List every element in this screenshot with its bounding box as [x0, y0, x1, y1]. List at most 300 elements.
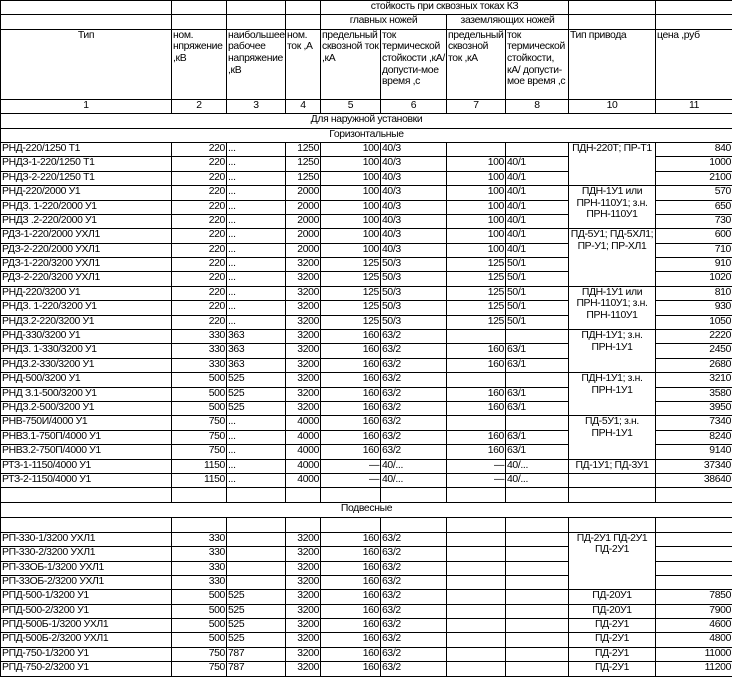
cell-earth-thermal [506, 373, 569, 387]
cell-type: РПД-750-1/3200 У1 [1, 647, 172, 661]
spacer-cell [227, 488, 286, 503]
cell-price: 3580 [656, 387, 732, 401]
header-type: Тип [1, 29, 172, 99]
cell-price: 4600 [656, 619, 732, 633]
cell-nom-current: 3200 [286, 604, 321, 618]
cell-nom-current: 3200 [286, 315, 321, 329]
cell-main-thermal: 63/2 [381, 633, 447, 647]
table-row [1, 229, 732, 243]
cell-nom-voltage: 500 [172, 619, 227, 633]
cell-main-thermal: 50/3 [381, 272, 447, 286]
cell-main-through-current: 160 [321, 547, 381, 561]
cell-main-thermal: 63/2 [381, 647, 447, 661]
cell-main-through-current: 160 [321, 647, 381, 661]
cell-main-through-current: 160 [321, 430, 381, 444]
cell-main-through-current: 160 [321, 358, 381, 372]
cell-price [656, 532, 732, 546]
header-blank-cell [1, 15, 172, 29]
cell-earth-thermal [506, 330, 569, 344]
cell-earth-thermal [506, 532, 569, 546]
cell-earth-thermal: 50/1 [506, 272, 569, 286]
cell-main-through-current: 160 [321, 532, 381, 546]
spacer-cell [227, 517, 286, 532]
cell-type: РДЗ-2-220/2000 УХЛ1 [1, 243, 172, 257]
cell-drive-type: ПД-20У1 [569, 590, 656, 604]
cell-type: РПД-500-1/3200 У1 [1, 590, 172, 604]
cell-price: 650 [656, 200, 732, 214]
cell-type: РДЗ-1-220/3200 УХЛ1 [1, 258, 172, 272]
cell-nom-voltage: 220 [172, 142, 227, 156]
column-number: 8 [506, 99, 569, 113]
cell-type: РПД-500Б-1/3200 УХЛ1 [1, 619, 172, 633]
cell-max-voltage [227, 532, 286, 546]
cell-price: 9140 [656, 445, 732, 459]
cell-nom-current: 2000 [286, 200, 321, 214]
spacer-cell [381, 517, 447, 532]
column-number: 1 [1, 99, 172, 113]
cell-max-voltage: ... [227, 200, 286, 214]
table-row [1, 142, 732, 156]
cell-main-through-current: 160 [321, 387, 381, 401]
cell-earth-through-current [447, 604, 506, 618]
cell-main-through-current: 100 [321, 229, 381, 243]
cell-main-through-current: 100 [321, 200, 381, 214]
cell-earth-through-current [447, 532, 506, 546]
header-blank-cell [172, 1, 227, 15]
cell-nom-current: 2000 [286, 229, 321, 243]
cell-nom-current: 3200 [286, 401, 321, 415]
cell-max-voltage: 525 [227, 633, 286, 647]
table-row [1, 662, 732, 676]
cell-earth-through-current [447, 373, 506, 387]
spacer-cell [321, 517, 381, 532]
cell-drive-type: ПД-5У1; з.н. ПРН-1У1 [569, 416, 656, 459]
cell-main-thermal: 40/3 [381, 214, 447, 228]
cell-earth-through-current [447, 647, 506, 661]
cell-main-through-current: 160 [321, 619, 381, 633]
cell-earth-through-current [447, 142, 506, 156]
cell-main-thermal: 63/2 [381, 416, 447, 430]
cell-main-through-current: 125 [321, 286, 381, 300]
cell-drive-type: ПД-1У1; ПД-3У1 [569, 459, 656, 473]
cell-main-through-current: 160 [321, 373, 381, 387]
cell-main-thermal: 50/3 [381, 301, 447, 315]
cell-main-thermal: 63/2 [381, 662, 447, 676]
cell-earth-thermal: 40/1 [506, 186, 569, 200]
cell-nom-voltage: 220 [172, 315, 227, 329]
cell-earth-through-current: 160 [447, 387, 506, 401]
cell-main-thermal: 63/2 [381, 430, 447, 444]
cell-nom-voltage: 500 [172, 633, 227, 647]
cell-main-thermal: 63/2 [381, 575, 447, 589]
cell-max-voltage [227, 575, 286, 589]
cell-nom-current: 4000 [286, 445, 321, 459]
cell-type: РТЗ-2-1150/4000 У1 [1, 473, 172, 487]
cell-type: РП-330-2/3200 УХЛ1 [1, 547, 172, 561]
cell-main-thermal: 63/2 [381, 387, 447, 401]
cell-max-voltage: ... [227, 142, 286, 156]
column-number: 11 [656, 99, 732, 113]
cell-max-voltage: ... [227, 445, 286, 459]
cell-max-voltage: 525 [227, 590, 286, 604]
spacer-cell [1, 488, 172, 503]
cell-nom-current: 3200 [286, 330, 321, 344]
spacer-cell [321, 488, 381, 503]
cell-earth-through-current: 160 [447, 358, 506, 372]
cell-main-thermal: 40/... [381, 473, 447, 487]
cell-max-voltage: ... [227, 286, 286, 300]
cell-type: РНВ-750И/4000 У1 [1, 416, 172, 430]
cell-main-through-current: 100 [321, 186, 381, 200]
cell-earth-through-current [447, 561, 506, 575]
cell-nom-voltage: 750 [172, 647, 227, 661]
cell-earth-thermal: 63/1 [506, 387, 569, 401]
cell-nom-current: 3200 [286, 358, 321, 372]
cell-price: 8240 [656, 430, 732, 444]
cell-max-voltage: ... [227, 315, 286, 329]
cell-max-voltage: ... [227, 430, 286, 444]
cell-main-thermal: 63/2 [381, 547, 447, 561]
cell-earth-through-current: — [447, 473, 506, 487]
cell-earth-through-current: 100 [447, 200, 506, 214]
cell-max-voltage: ... [227, 272, 286, 286]
cell-earth-thermal: 40/1 [506, 243, 569, 257]
cell-main-through-current: 125 [321, 301, 381, 315]
cell-type: РНВЗ.1-750П/4000 У1 [1, 430, 172, 444]
table-row [1, 286, 732, 300]
cell-nom-voltage: 750 [172, 662, 227, 676]
table-row [1, 532, 732, 546]
cell-earth-through-current [447, 619, 506, 633]
column-number: 2 [172, 99, 227, 113]
cell-nom-current: 2000 [286, 214, 321, 228]
cell-nom-voltage: 220 [172, 200, 227, 214]
cell-type: РДЗ-2-220/3200 УХЛ1 [1, 272, 172, 286]
cell-earth-thermal [506, 604, 569, 618]
cell-max-voltage: 525 [227, 387, 286, 401]
header-nom-current: ном. ток ,А [286, 29, 321, 99]
cell-nom-voltage: 750 [172, 430, 227, 444]
cell-main-thermal: 63/2 [381, 619, 447, 633]
cell-price: 38640 [656, 473, 732, 487]
cell-main-thermal: 40/3 [381, 142, 447, 156]
cell-earth-thermal: 40/... [506, 473, 569, 487]
cell-main-through-current: 100 [321, 171, 381, 185]
cell-max-voltage: 525 [227, 373, 286, 387]
cell-max-voltage: ... [227, 258, 286, 272]
cell-nom-current: 3200 [286, 258, 321, 272]
cell-nom-current: 3200 [286, 387, 321, 401]
cell-main-through-current: 160 [321, 575, 381, 589]
cell-nom-current: 3200 [286, 590, 321, 604]
cell-earth-through-current: 100 [447, 229, 506, 243]
cell-max-voltage [227, 561, 286, 575]
spacer-cell [447, 488, 506, 503]
cell-main-through-current: 160 [321, 445, 381, 459]
cell-type: РП-33ОБ-2/3200 УХЛ1 [1, 575, 172, 589]
cell-drive-type: ПД-5У1; ПД-5ХЛ1; ПР-У1; ПР-ХЛ1 [569, 229, 656, 287]
cell-earth-thermal [506, 416, 569, 430]
cell-price: 11000 [656, 647, 732, 661]
cell-main-thermal: 63/2 [381, 561, 447, 575]
cell-nom-voltage: 500 [172, 590, 227, 604]
cell-price: 910 [656, 258, 732, 272]
cell-earth-thermal: 40/1 [506, 157, 569, 171]
cell-type: РНД З.1-500/3200 У1 [1, 387, 172, 401]
table-row [1, 416, 732, 430]
spacer-cell [656, 488, 732, 503]
cell-main-through-current: 100 [321, 142, 381, 156]
cell-main-through-current: 125 [321, 315, 381, 329]
header-max-voltage: наибольшее рабочее напряжение ,кВ [227, 29, 286, 99]
spacer-cell [1, 517, 172, 532]
header-drive-type: Тип привода [569, 29, 656, 99]
cell-type: РПД-500Б-2/3200 УХЛ1 [1, 633, 172, 647]
cell-earth-through-current [447, 547, 506, 561]
cell-nom-current: 4000 [286, 430, 321, 444]
column-number: 7 [447, 99, 506, 113]
header-price: цена ,руб [656, 29, 732, 99]
cell-drive-type: ПД-20У1 [569, 604, 656, 618]
cell-earth-through-current [447, 633, 506, 647]
cell-max-voltage: 787 [227, 647, 286, 661]
cell-main-thermal: 63/2 [381, 604, 447, 618]
cell-main-thermal: 50/3 [381, 315, 447, 329]
cell-main-thermal: 63/2 [381, 344, 447, 358]
cell-earth-thermal: 50/1 [506, 301, 569, 315]
cell-max-voltage: 363 [227, 330, 286, 344]
cell-earth-through-current [447, 416, 506, 430]
cell-main-through-current: 100 [321, 243, 381, 257]
cell-price: 4800 [656, 633, 732, 647]
cell-max-voltage: 525 [227, 604, 286, 618]
cell-nom-current: 1250 [286, 171, 321, 185]
section-horizontal: Горизонтальные [1, 128, 732, 142]
header-blank-cell [227, 1, 286, 15]
spacer-cell [286, 488, 321, 503]
cell-nom-voltage: 330 [172, 532, 227, 546]
header-blank-cell [286, 15, 321, 29]
cell-earth-through-current: 160 [447, 401, 506, 415]
cell-earth-thermal [506, 647, 569, 661]
cell-nom-voltage: 330 [172, 575, 227, 589]
cell-drive-type: ПДН-220Т; ПР-Т1 [569, 142, 656, 185]
table-row [1, 590, 732, 604]
cell-earth-thermal [506, 590, 569, 604]
cell-main-thermal: 40/3 [381, 157, 447, 171]
cell-max-voltage: ... [227, 229, 286, 243]
cell-main-thermal: 40/3 [381, 229, 447, 243]
cell-type: РТЗ-1-1150/4000 У1 [1, 459, 172, 473]
header-main-knives: главных ножей [321, 15, 447, 29]
cell-earth-thermal: 50/1 [506, 258, 569, 272]
spacer-cell [286, 517, 321, 532]
cell-earth-thermal: 63/1 [506, 430, 569, 444]
cell-earth-thermal: 40/1 [506, 214, 569, 228]
cell-main-thermal: 63/2 [381, 590, 447, 604]
cell-drive-type: ПДН-1У1; з.н. ПРН-1У1 [569, 330, 656, 373]
column-number: 6 [381, 99, 447, 113]
cell-nom-current: 4000 [286, 459, 321, 473]
header-main-thermal: ток термической стойкости ,кА/допусти-мое время ,с [381, 29, 447, 99]
cell-price: 3210 [656, 373, 732, 387]
header-earthing-knives: заземляющих ножей [447, 15, 569, 29]
cell-max-voltage: ... [227, 416, 286, 430]
cell-nom-voltage: 220 [172, 229, 227, 243]
cell-max-voltage [227, 547, 286, 561]
cell-earth-thermal [506, 662, 569, 676]
cell-price [656, 575, 732, 589]
cell-price [656, 561, 732, 575]
cell-max-voltage: 525 [227, 619, 286, 633]
cell-drive-type: ПДН-1У1 или ПРН-110У1; з.н. ПРН-110У1 [569, 286, 656, 329]
cell-nom-voltage: 500 [172, 373, 227, 387]
cell-max-voltage: 363 [227, 358, 286, 372]
cell-type: РНДЗ .2-220/2000 У1 [1, 214, 172, 228]
cell-earth-through-current: 100 [447, 157, 506, 171]
cell-nom-current: 3200 [286, 647, 321, 661]
header-blank-cell [286, 1, 321, 15]
spacer-cell [172, 517, 227, 532]
cell-price: 840 [656, 142, 732, 156]
cell-main-through-current: 160 [321, 590, 381, 604]
cell-price: 1000 [656, 157, 732, 171]
cell-price: 7900 [656, 604, 732, 618]
header-earth-through-current: предельный сквозной ток ,кА [447, 29, 506, 99]
cell-drive-type: ПД-2У1 [569, 662, 656, 676]
header-main-through-current: предельный сквозной ток ,кА [321, 29, 381, 99]
cell-main-through-current: 160 [321, 561, 381, 575]
header-blank-cell [569, 15, 656, 29]
cell-earth-thermal: 40/1 [506, 200, 569, 214]
cell-earth-through-current: — [447, 459, 506, 473]
cell-earth-thermal: 63/1 [506, 344, 569, 358]
cell-max-voltage: 787 [227, 662, 286, 676]
cell-price: 570 [656, 186, 732, 200]
cell-nom-voltage: 1150 [172, 473, 227, 487]
cell-main-thermal: 63/2 [381, 401, 447, 415]
cell-main-thermal: 63/2 [381, 373, 447, 387]
table-row [1, 647, 732, 661]
cell-nom-voltage: 500 [172, 604, 227, 618]
cell-nom-voltage: 220 [172, 171, 227, 185]
cell-earth-thermal: 63/1 [506, 445, 569, 459]
cell-nom-voltage: 220 [172, 214, 227, 228]
cell-main-through-current: 160 [321, 604, 381, 618]
cell-main-thermal: 63/2 [381, 445, 447, 459]
cell-type: РНВЗ.2-750П/4000 У1 [1, 445, 172, 459]
cell-nom-voltage: 330 [172, 358, 227, 372]
cell-earth-through-current: 125 [447, 315, 506, 329]
cell-earth-through-current: 160 [447, 344, 506, 358]
cell-earth-thermal: 40/1 [506, 171, 569, 185]
column-number: 4 [286, 99, 321, 113]
cell-max-voltage: ... [227, 243, 286, 257]
cell-main-through-current: 125 [321, 258, 381, 272]
cell-nom-current: 3200 [286, 301, 321, 315]
table-row [1, 473, 732, 487]
cell-main-through-current: 160 [321, 401, 381, 415]
cell-max-voltage: ... [227, 214, 286, 228]
cell-nom-voltage: 220 [172, 186, 227, 200]
header-blank-cell [172, 15, 227, 29]
cell-main-through-current: 100 [321, 214, 381, 228]
cell-drive-type: ПД-2У1 ПД-2У1 ПД-2У1 [569, 532, 656, 590]
cell-nom-current: 3200 [286, 662, 321, 676]
cell-nom-current: 3200 [286, 272, 321, 286]
cell-earth-through-current: 160 [447, 445, 506, 459]
cell-type: РНДЗ.2-220/3200 У1 [1, 315, 172, 329]
cell-price: 730 [656, 214, 732, 228]
cell-type: РНД-220/1250 Т1 [1, 142, 172, 156]
cell-main-thermal: 50/3 [381, 286, 447, 300]
cell-nom-voltage: 330 [172, 330, 227, 344]
cell-price: 810 [656, 286, 732, 300]
cell-price: 710 [656, 243, 732, 257]
cell-nom-current: 3200 [286, 561, 321, 575]
cell-earth-through-current: 100 [447, 171, 506, 185]
cell-type: РПД-750-2/3200 У1 [1, 662, 172, 676]
cell-earth-thermal [506, 142, 569, 156]
cell-main-thermal: 63/2 [381, 532, 447, 546]
cell-price: 11200 [656, 662, 732, 676]
cell-earth-thermal: 50/1 [506, 286, 569, 300]
cell-type: РНДЗ-1-220/1250 Т1 [1, 157, 172, 171]
header-nom-voltage: ном. нпряжение ,кВ [172, 29, 227, 99]
cell-type: РНД-330/3200 У1 [1, 330, 172, 344]
cell-price: 3950 [656, 401, 732, 415]
cell-nom-voltage: 750 [172, 445, 227, 459]
spacer-cell [569, 488, 656, 503]
spacer-cell [506, 517, 569, 532]
header-short-circuit: стойкость при сквозных токах КЗ [321, 1, 569, 15]
cell-main-through-current: — [321, 459, 381, 473]
cell-type: РНДЗ. 1-220/3200 У1 [1, 301, 172, 315]
cell-price [656, 547, 732, 561]
cell-earth-thermal [506, 619, 569, 633]
spacer-cell [569, 517, 656, 532]
header-blank-cell [569, 1, 656, 15]
column-number: 3 [227, 99, 286, 113]
cell-type: РНД-220/2000 У1 [1, 186, 172, 200]
spacer-cell [506, 488, 569, 503]
cell-main-through-current: — [321, 473, 381, 487]
cell-earth-through-current: 125 [447, 301, 506, 315]
cell-nom-current: 3200 [286, 547, 321, 561]
table-row [1, 330, 732, 344]
spacer-cell [172, 488, 227, 503]
cell-earth-through-current [447, 575, 506, 589]
cell-type: РНДЗ. 1-220/2000 У1 [1, 200, 172, 214]
cell-main-thermal: 63/2 [381, 358, 447, 372]
column-number: 5 [321, 99, 381, 113]
cell-price: 930 [656, 301, 732, 315]
cell-max-voltage: ... [227, 171, 286, 185]
cell-main-through-current: 125 [321, 272, 381, 286]
cell-earth-thermal [506, 561, 569, 575]
cell-price: 7850 [656, 590, 732, 604]
cell-nom-current: 1250 [286, 142, 321, 156]
cell-earth-thermal: 40/1 [506, 229, 569, 243]
cell-earth-through-current: 100 [447, 214, 506, 228]
cell-max-voltage: ... [227, 459, 286, 473]
header-earth-thermal: ток термической стойкости, кА/ допусти-мое время ,с [506, 29, 569, 99]
cell-type: РНДЗ.2-500/3200 У1 [1, 401, 172, 415]
cell-nom-voltage: 330 [172, 561, 227, 575]
cell-main-thermal: 40/3 [381, 171, 447, 185]
cell-type: РНД-500/3200 У1 [1, 373, 172, 387]
cell-main-thermal: 40/... [381, 459, 447, 473]
